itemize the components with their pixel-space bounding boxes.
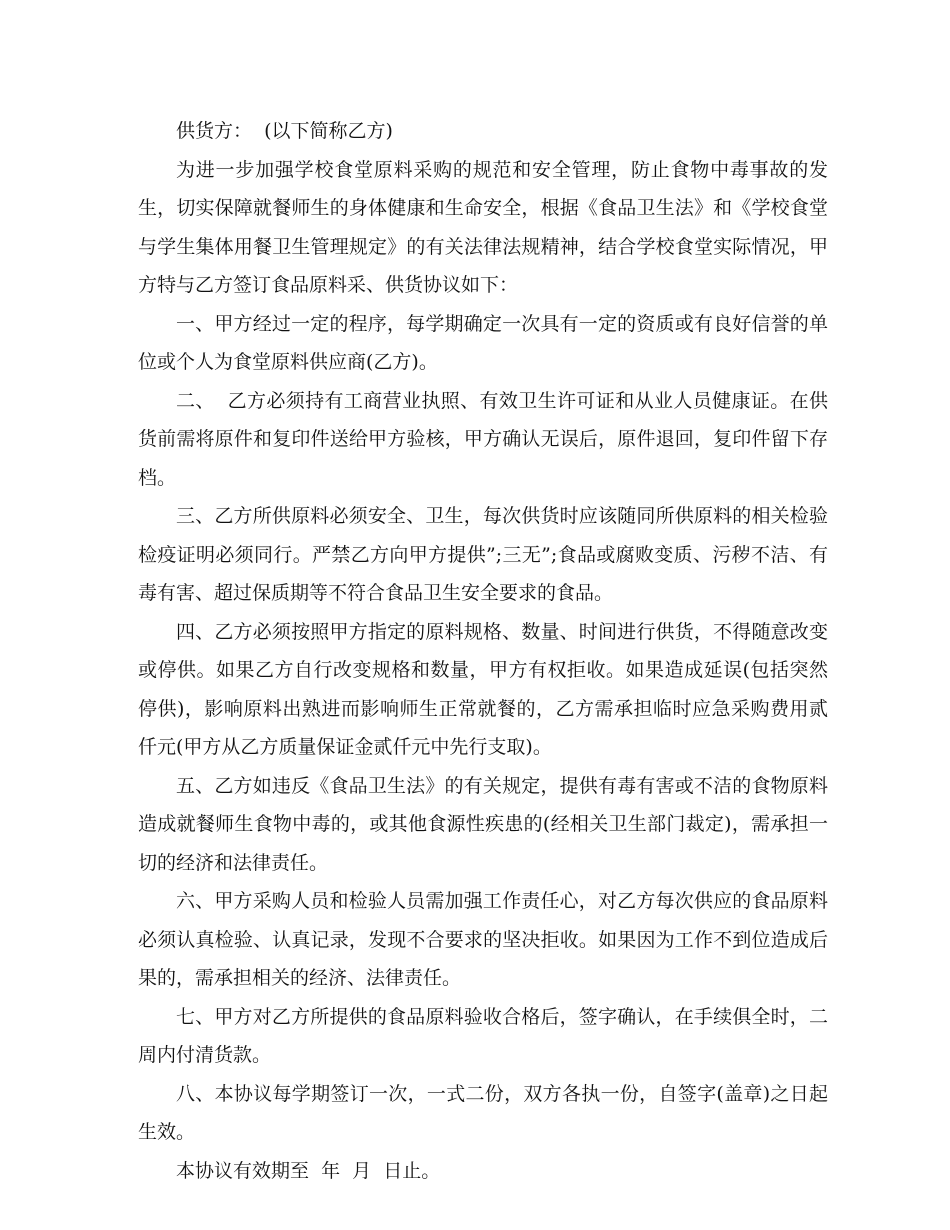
clause-8: 八、本协议每学期签订一次，一式二份，双方各执一份，自签字(盖章)之日起生效。	[138, 1082, 828, 1143]
clause-1: 一、甲方经过一定的程序，每学期确定一次具有一定的资质或有良好信誉的单位或个人为食堂原料供应商(乙方)。	[138, 312, 828, 373]
clause-5: 五、乙方如违反《食品卫生法》的有关规定，提供有毒有害或不洁的食物原料造成就餐师生食物中毒的，或其他食源性疾患的(经相关卫生部门裁定)，需承担一切的经济和法律责任。	[138, 774, 828, 874]
supplier-line: 供货方： (以下简称乙方)	[176, 120, 393, 142]
clause-3: 三、乙方所供原料必须安全、卫生，每次供货时应该随同所供原料的相关检验检疫证明必须同行。严禁乙方向甲方提供”;三无”;食品或腐败变质、污秽不洁、有毒有害、超过保质期等不符合食品卫生安全要求的食品。	[138, 505, 828, 604]
clause-7: 七、甲方对乙方所提供的食品原料验收合格后，签字确认，在手续俱全时，二周内付清货款。	[138, 1005, 828, 1066]
preamble-paragraph: 为进一步加强学校食堂原料采购的规范和安全管理，防止食物中毒事故的发生，切实保障就餐师生的身体健康和生命安全，根据《食品卫生法》和《学校食堂与学生集体用餐卫生管理规定》的有关法律法规精神，结合学校食堂实际情况，甲方特与乙方签订食品原料采、供货协议如下：	[138, 158, 828, 296]
clause-6: 六、甲方采购人员和检验人员需加强工作责任心，对乙方每次供应的食品原料必须认真检验、认真记录，发现不合要求的坚决拒收。如果因为工作不到位造成后果的，需承担相关的经济、法律责任。	[138, 890, 828, 989]
clause-2: 二、 乙方必须持有工商营业执照、有效卫生许可证和从业人员健康证。在供货前需将原件和复印件送给甲方验核，甲方确认无误后，原件退回，复印件留下存档。	[138, 389, 828, 489]
agreement-body	[138, 112, 828, 1190]
validity-line: 本协议有效期至 年 月 日止。	[176, 1159, 441, 1182]
clause-4: 四、乙方必须按照甲方指定的原料规格、数量、时间进行供货，不得随意改变或停供。如果乙方自行改变规格和数量，甲方有权拒收。如果造成延误(包括突然停供)，影响原料出熟进而影响师生正常就餐的，乙方需承担临时应急采购费用贰仟元(甲方从乙方质量保证金贰仟元中先行支取)。	[138, 620, 828, 758]
